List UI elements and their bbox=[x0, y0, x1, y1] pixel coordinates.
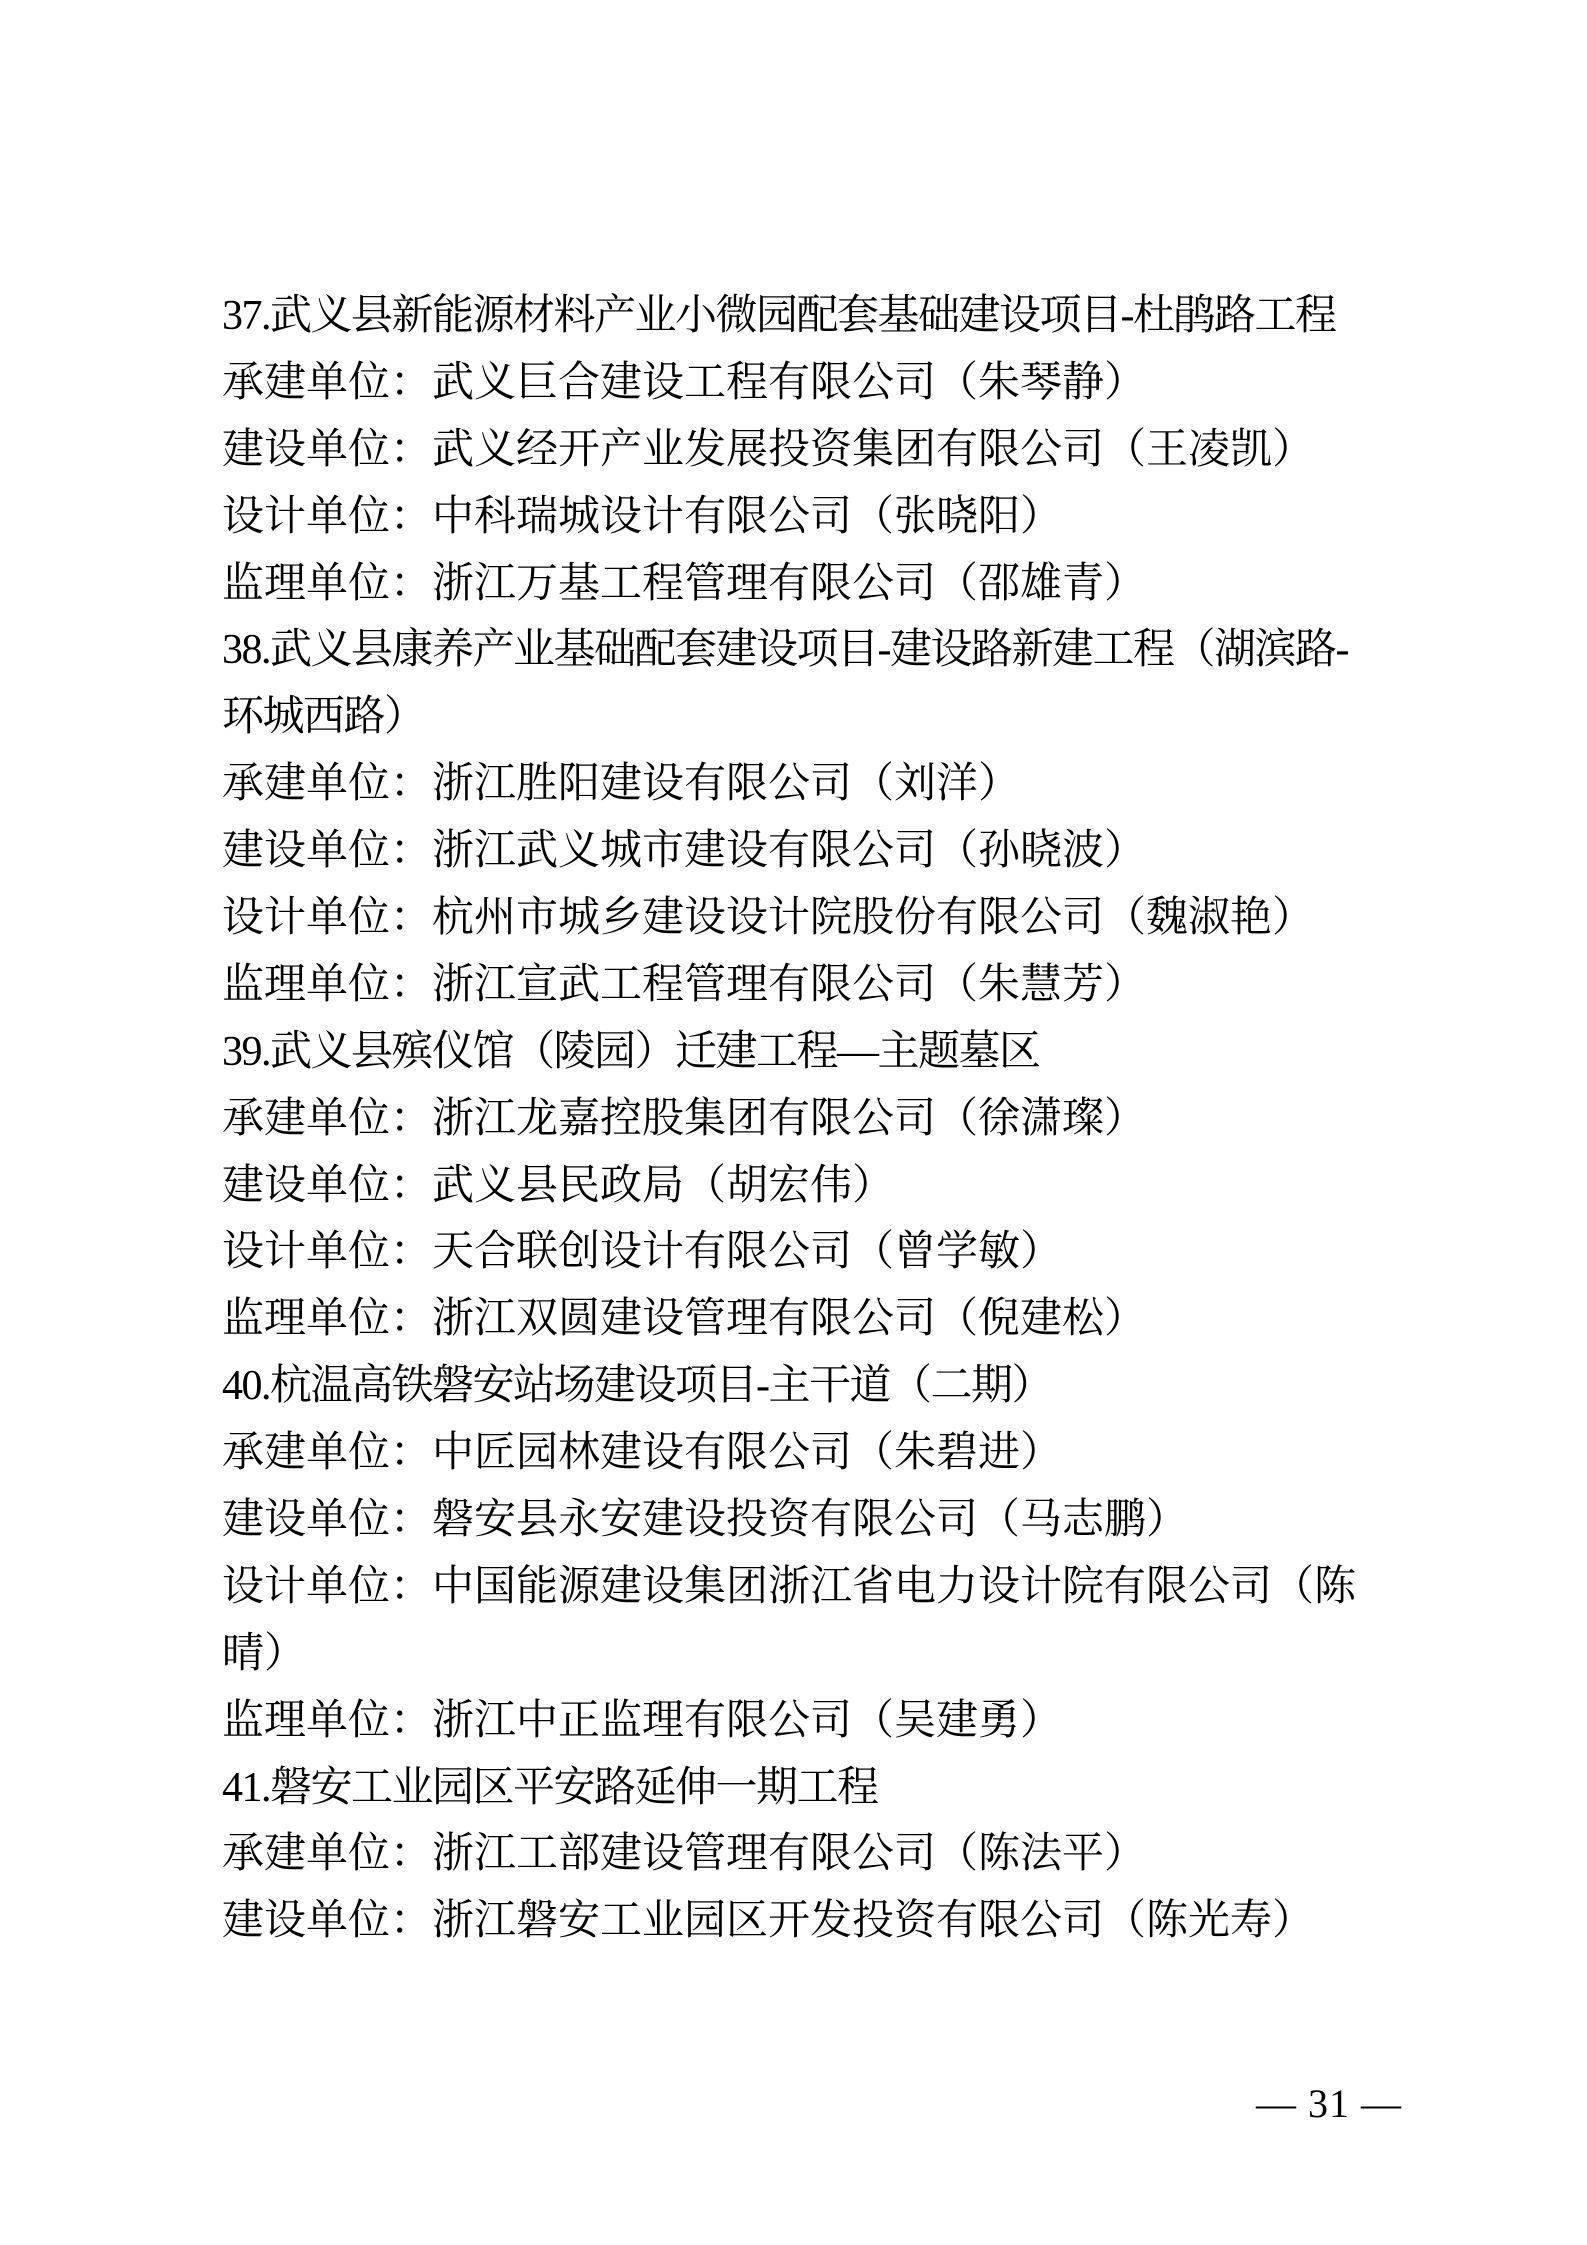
project-40-supervisor: 监理单位：浙江中正监理有限公司（吴建勇） bbox=[222, 1697, 1063, 1744]
project-38-title: 38.武义县康养产业基础配套建设项目-建设路新建工程（湖滨路- bbox=[222, 627, 1348, 674]
project-41-title: 41.磐安工业园区平安路延伸一期工程 bbox=[222, 1764, 878, 1811]
project-38-owner: 建设单位：浙江武义城市建设有限公司（孙晓波） bbox=[222, 828, 1147, 875]
project-40-contractor: 承建单位：中匠园林建设有限公司（朱碧进） bbox=[222, 1430, 1063, 1477]
project-40-designer: 设计单位：中国能源建设集团浙江省电力设计院有限公司（陈 bbox=[222, 1563, 1357, 1610]
project-40-title: 40.杭温高铁磐安站场建设项目-主干道（二期） bbox=[222, 1363, 1052, 1410]
project-39-owner: 建设单位：武义县民政局（胡宏伟） bbox=[222, 1162, 895, 1209]
project-40-owner: 建设单位：磐安县永安建设投资有限公司（马志鹏） bbox=[222, 1497, 1189, 1544]
project-37-supervisor: 监理单位：浙江万基工程管理有限公司（邵雄青） bbox=[222, 560, 1147, 607]
project-40-designer-cont: 晴） bbox=[222, 1630, 307, 1677]
project-41-contractor: 承建单位：浙江工部建设管理有限公司（陈法平） bbox=[222, 1831, 1147, 1878]
project-39-supervisor: 监理单位：浙江双圆建设管理有限公司（倪建松） bbox=[222, 1296, 1147, 1343]
project-37-contractor: 承建单位：武义巨合建设工程有限公司（朱琴静） bbox=[222, 359, 1147, 406]
project-38-supervisor: 监理单位：浙江宣武工程管理有限公司（朱慧芳） bbox=[222, 961, 1147, 1008]
project-39-contractor: 承建单位：浙江龙嘉控股集团有限公司（徐潇璨） bbox=[222, 1095, 1147, 1142]
project-39-designer: 设计单位：天合联创设计有限公司（曾学敏） bbox=[222, 1229, 1063, 1276]
project-38-contractor: 承建单位：浙江胜阳建设有限公司（刘洋） bbox=[222, 761, 1021, 808]
project-38-title-cont: 环城西路） bbox=[222, 694, 425, 741]
project-37-owner: 建设单位：武义经开产业发展投资集团有限公司（王凌凯） bbox=[222, 426, 1315, 473]
project-37-designer: 设计单位：中科瑞城设计有限公司（张晓阳） bbox=[222, 493, 1063, 540]
project-39-title: 39.武义县殡仪馆（陵园）迁建工程—主题墓区 bbox=[222, 1028, 1040, 1075]
project-41-owner: 建设单位：浙江磐安工业园区开发投资有限公司（陈光寿） bbox=[222, 1898, 1315, 1945]
project-38-designer: 设计单位：杭州市城乡建设设计院股份有限公司（魏淑艳） bbox=[222, 895, 1315, 942]
page-number: — 31 — bbox=[1256, 2081, 1402, 2126]
document-text-block bbox=[222, 283, 1437, 1955]
project-37-title: 37.武义县新能源材料产业小微园配套基础建设项目-杜鹃路工程 bbox=[222, 293, 1336, 339]
